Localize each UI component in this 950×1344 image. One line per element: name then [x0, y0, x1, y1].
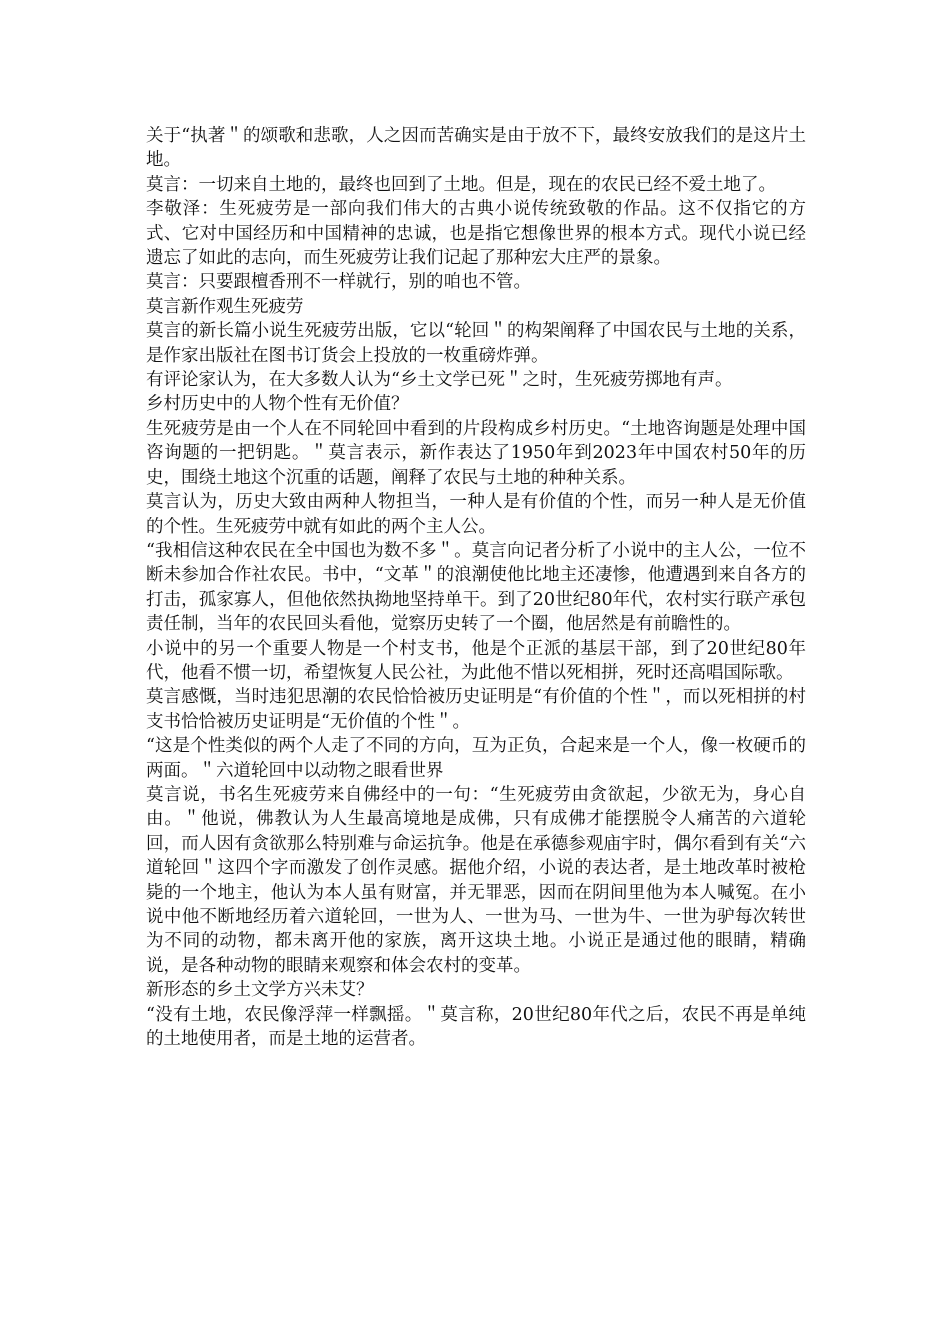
section-heading: 乡村历史中的人物个性有无价值？	[146, 394, 409, 415]
section-heading: 莫言新作观生死疲劳	[146, 296, 304, 317]
paragraph: 莫言的新长篇小说生死疲劳出版，它以“轮回＂的构架阐释了中国农民与土地的关系，是作家出版社在图书订货会上投放的一枚重磅炸弹。	[146, 321, 806, 366]
document-body	[146, 124, 806, 1051]
paragraph: 莫言：只要跟檀香刑不一样就行，别的咱也不管。	[146, 272, 531, 293]
paragraph: 莫言感慨，当时违犯思潮的农民恰恰被历史证明是“有价值的个性＂，而以死相拼的村支书恰恰被历史证明是“无价值的个性＂。	[146, 687, 806, 732]
paragraph: 关于“执著＂的颂歌和悲歌，人之因而苦确实是由于放不下，最终安放我们的是这片土地。	[146, 126, 806, 171]
paragraph: “我相信这种农民在全中国也为数不多＂。莫言向记者分析了小说中的主人公，一位不断未参加合作社农民。书中，“文革＂的浪潮使他比地主还凄惨，他遭遇到来自各方的打击，孤家寡人，但他依然执拗地坚持单干。到了20世纪80年代，农村实行联产承包责任制，当年的农民回头看他，觉察历史转了一个圈，他居然是有前瞻性的。	[146, 540, 806, 635]
paragraph: 生死疲劳是由一个人在不同轮回中看到的片段构成乡村历史。“土地咨询题是处理中国咨询题的一把钥匙。＂莫言表示，新作表达了1950年到2023年中国农村50年的历史，围绕土地这个沉重的话题，阐释了农民与土地的种种关系。	[146, 418, 806, 488]
paragraph: 小说中的另一个重要人物是一个村支书，他是个正派的基层干部，到了20世纪80年代，他看不惯一切，希望恢复人民公社，为此他不惜以死相拼，死时还高唱国际歌。	[146, 638, 806, 683]
section-heading: 新形态的乡土文学方兴未艾？	[146, 980, 374, 1001]
paragraph: 李敬泽：生死疲劳是一部向我们伟大的古典小说传统致敬的作品。这不仅指它的方式、它对中国经历和中国精神的忠诚，也是指它想像世界的根本方式。现代小说已经遗忘了如此的志向，而生死疲劳让我们记起了那种宏大庄严的景象。	[146, 199, 806, 269]
paragraph: “没有土地，农民像浮萍一样飘摇。＂莫言称，20世纪80年代之后，农民不再是单纯的土地使用者，而是土地的运营者。	[146, 1004, 806, 1050]
paragraph: 莫言认为，历史大致由两种人物担当，一种人是有价值的个性，而另一种人是无价值的个性。生死疲劳中就有如此的两个主人公。	[146, 492, 806, 537]
paragraph: “这是个性类似的两个人走了不同的方向，互为正负，合起来是一个人，像一枚硬币的两面。＂六道轮回中以动物之眼看世界	[146, 736, 806, 781]
paragraph: 莫言：一切来自土地的，最终也回到了土地。但是，现在的农民已经不爱土地了。	[146, 174, 776, 195]
paragraph: 有评论家认为，在大多数人认为“乡土文学已死＂之时，生死疲劳掷地有声。	[146, 370, 733, 391]
paragraph: 莫言说，书名生死疲劳来自佛经中的一句：“生死疲劳由贪欲起，少欲无为，身心自由。＂他说，佛教认为人生最高境地是成佛，只有成佛才能摆脱令人痛苦的六道轮回，而人因有贪欲那么特别难与命运抗争。他是在承德参观庙宇时，偶尔看到有关“六道轮回＂这四个字而激发了创作灵感。据他介绍，小说的表达者，是土地改革时被枪毙的一个地主，他认为本人虽有财富，并无罪恶，因而在阴间里他为本人喊冤。在小说中他不断地经历着六道轮回，一世为人、一世为马、一世为牛、一世为驴每次转世为不同的动物，都未离开他的家族，离开这块土地。小说正是通过他的眼睛，精确说，是各种动物的眼睛来观察和体会农村的变革。	[146, 784, 806, 976]
